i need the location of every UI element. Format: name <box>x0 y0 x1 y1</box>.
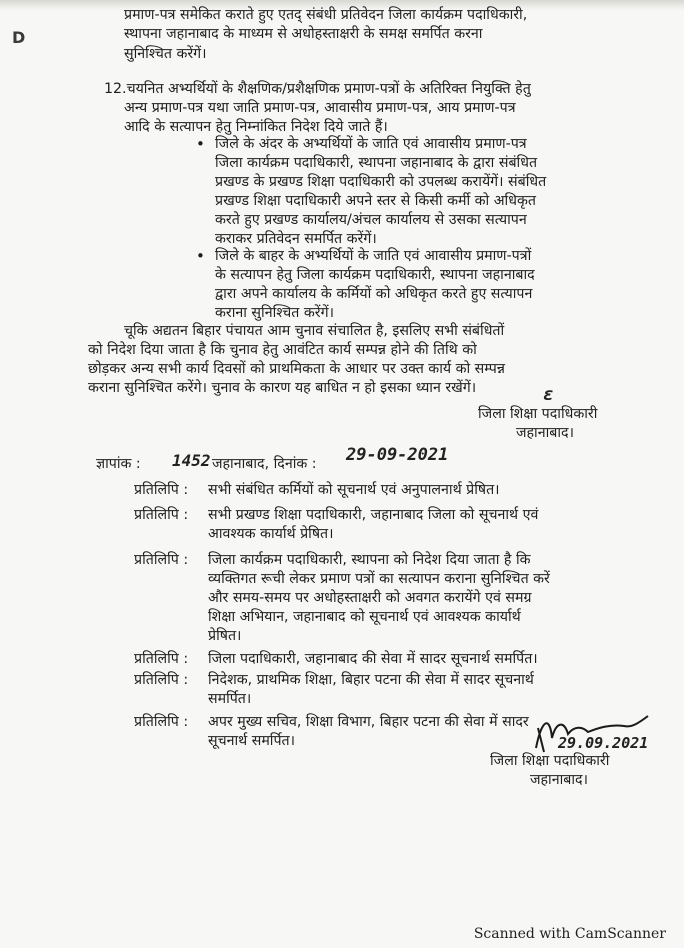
bullet1-line-2: जिला कार्यक्रम पदाधिकारी, स्थापना जहानाबाद के द्वारा संबंधित <box>215 155 538 171</box>
bullet-dot: • <box>196 135 205 153</box>
copy-label: प्रतिलिपि : <box>134 482 189 498</box>
copy-text: शिक्षा अभियान, जहानाबाद को सूचनार्थ एवं आवश्यक कार्यार्थ <box>208 609 521 625</box>
memo-number: 1452 <box>172 451 211 470</box>
copy-text: प्रेषित। <box>208 628 242 644</box>
copy-label: प्रतिलिपि : <box>134 507 189 523</box>
copy-text: जिला पदाधिकारी, जहानाबाद की सेवा में सादर सूचनार्थ समर्पित। <box>208 651 538 667</box>
signatory-title: जिला शिक्षा पदाधिकारी <box>478 406 598 422</box>
item12-line-3: आदि के सत्यापन हेतु निम्नांकित निदेश दिये जाते हैं। <box>124 119 388 135</box>
copy-text: आवश्यक कार्यार्थ प्रेषित। <box>208 526 334 542</box>
para-election-line-3: छोड़कर अन्य सभी कार्य दिवसों को प्राथमिकता के आधार पर उक्त कार्य को सम्पन्न <box>88 361 505 377</box>
para-election-line-2: को निदेश दिया जाता है कि चुनाव हेतु आवंटित कार्य सम्पन्न होने की तिथि को <box>88 342 477 358</box>
copy-text: सभी प्रखण्ड शिक्षा पदाधिकारी, जहानाबाद जिला को सूचनार्थ एवं <box>208 507 539 523</box>
para-election-line-4: कराना सुनिश्चित करेंगे। चुनाव के कारण यह बाधित न हो इसका ध्यान रखेंगें। <box>88 380 477 396</box>
scanner-watermark: Scanned with CamScanner <box>473 926 666 942</box>
copy-label: प्रतिलिपि : <box>134 651 189 667</box>
bullet2-line-2: के सत्यापन हेतु जिला कार्यक्रम पदाधिकारी, स्थापना जहानाबाद <box>215 267 535 283</box>
memo-label: ज्ञापांक : <box>96 456 141 472</box>
copy-text: अपर मुख्य सचिव, शिक्षा विभाग, बिहार पटना की सेवा में सादर <box>208 714 529 730</box>
bullet2-line-1: जिले के बाहर के अभ्यर्थियों के जाति एवं आवासीय प्रमाण-पत्रों <box>215 248 532 264</box>
copy-text: समर्पित। <box>208 691 252 707</box>
para-top-line-2: स्थापना जहानाबाद के माध्यम से अधोहस्ताक्षरी के समक्ष समर्पित करना <box>124 26 483 42</box>
signature-date: 29.09.2021 <box>558 734 649 752</box>
copy-text: सूचनार्थ समर्पित। <box>208 733 295 749</box>
bullet2-line-4: कराना सुनिश्चित करेंगें। <box>215 305 334 321</box>
bullet1-line-4: प्रखण्ड शिक्षा पदाधिकारी अपने स्तर से किसी कर्मी को अधिकृत <box>215 193 536 209</box>
bullet1-line-3: प्रखण्ड के प्रखण्ड शिक्षा पदाधिकारी को उपलब्ध करायेंगें। संबंधित <box>215 174 547 190</box>
bullet1-line-1: जिले के अंदर के अभ्यर्थियों के जाति एवं आवासीय प्रमाण-पत्र <box>215 136 527 152</box>
copy-text: जिला कार्यक्रम पदाधिकारी, स्थापना को निदेश दिया जाता है कि <box>208 552 531 568</box>
copy-label: प्रतिलिपि : <box>134 714 189 730</box>
para-top-line-3: सुनिश्चित करेंगें। <box>124 46 207 62</box>
signatory-place: जहानाबाद। <box>516 425 574 441</box>
copy-text: और समय-समय पर अधोहस्ताक्षरी को अवगत करायेंगे एवं समग्र <box>208 590 532 606</box>
signatory-place: जहानाबाद। <box>530 772 588 788</box>
copy-text: निदेशक, प्राथमिक शिक्षा, बिहार पटना की सेवा में सादर सूचनार्थ <box>208 672 534 688</box>
item12-line-1: 12.चयनित अभ्यर्थियों के शैक्षणिक/प्रशैक्षणिक प्रमाण-पत्रों के अतिरिक्त नियुक्ति हेतु <box>104 81 531 97</box>
copy-text: व्यक्तिगत रूची लेकर प्रमाण पत्रों का सत्यापन कराना सुनिश्चित करें <box>208 571 550 587</box>
memo-date: 29-09-2021 <box>346 445 449 465</box>
bullet2-line-3: द्वारा अपने कार्यालय के कर्मियों को अधिकृत करते हुए सत्यापन <box>215 286 533 302</box>
punch-hole-mark: D <box>12 28 26 47</box>
copy-label: प्रतिलिपि : <box>134 672 189 688</box>
bullet-dot: • <box>196 247 205 265</box>
item12-line-2: अन्य प्रमाण-पत्र यथा जाति प्रमाण-पत्र, आवासीय प्रमाण-पत्र, आय प्रमाण-पत्र <box>124 100 516 116</box>
signature-initial: ε <box>543 384 554 405</box>
bullet1-line-5: करते हुए प्रखण्ड कार्यालय/अंचल कार्यालय से उसका सत्यापन <box>215 212 527 228</box>
signatory-title: जिला शिक्षा पदाधिकारी <box>490 753 610 769</box>
bullet1-line-6: कराकर प्रतिवेदन समर्पित करेंगें। <box>215 231 377 247</box>
para-top-line-1: प्रमाण-पत्र समेकित कराते हुए एतद् संबंधी प्रतिवेदन जिला कार्यक्रम पदाधिकारी, <box>124 7 528 23</box>
para-election-line-1: चूकि अद्यतन बिहार पंचायत आम चुनाव संचालित है, इसलिए सभी संबंधितों <box>124 323 505 339</box>
memo-place-date-label: जहानाबाद, दिनांक : <box>212 456 317 472</box>
copy-label: प्रतिलिपि : <box>134 552 189 568</box>
copy-text: सभी संबंधित कर्मियों को सूचनार्थ एवं अनुपालनार्थ प्रेषित। <box>208 482 500 498</box>
